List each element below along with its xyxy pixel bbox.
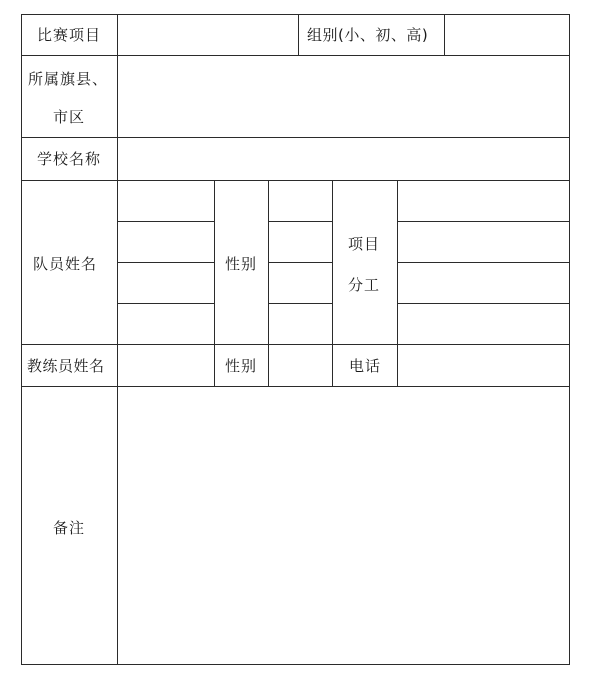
member-role-field-4[interactable] xyxy=(398,304,569,344)
event-label: 比赛项目 xyxy=(37,26,102,44)
member-name-field-2[interactable] xyxy=(118,222,214,262)
gender-label: 性别 xyxy=(225,255,258,273)
member-name-field-1[interactable] xyxy=(118,181,214,221)
table-border-right xyxy=(569,14,570,665)
coach-gender-field[interactable] xyxy=(269,345,332,386)
coach-label: 教练员姓名 xyxy=(27,357,105,375)
role-label-line1: 项目 xyxy=(348,235,381,253)
district-label-line1: 所属旗县、 xyxy=(28,70,109,88)
member-role-field-3[interactable] xyxy=(398,263,569,303)
phone-label: 电话 xyxy=(349,357,382,375)
table-border-left xyxy=(21,14,22,665)
member-gender-field-1[interactable] xyxy=(269,181,332,221)
event-field[interactable] xyxy=(118,15,298,55)
members-label: 队员姓名 xyxy=(33,255,98,273)
column-divider xyxy=(298,14,299,55)
role-label-line2: 分工 xyxy=(348,276,381,294)
coach-name-field[interactable] xyxy=(118,345,214,386)
table-border-bottom xyxy=(21,664,570,665)
member-name-field-4[interactable] xyxy=(118,304,214,344)
coach-gender-label: 性别 xyxy=(225,357,258,375)
column-divider xyxy=(214,180,215,386)
district-field[interactable] xyxy=(118,56,569,137)
member-role-field-2[interactable] xyxy=(398,222,569,262)
group-label: 组别(小、初、高) xyxy=(307,26,429,44)
school-field[interactable] xyxy=(118,138,569,180)
school-label: 学校名称 xyxy=(37,150,102,168)
member-gender-field-3[interactable] xyxy=(269,263,332,303)
district-label-line2: 市区 xyxy=(53,108,86,126)
member-role-field-1[interactable] xyxy=(398,181,569,221)
column-divider xyxy=(332,180,333,386)
notes-field[interactable] xyxy=(118,387,569,664)
member-name-field-3[interactable] xyxy=(118,263,214,303)
member-gender-field-4[interactable] xyxy=(269,304,332,344)
phone-field[interactable] xyxy=(398,345,569,386)
group-field[interactable] xyxy=(445,15,569,55)
notes-label: 备注 xyxy=(53,519,86,537)
member-gender-field-2[interactable] xyxy=(269,222,332,262)
